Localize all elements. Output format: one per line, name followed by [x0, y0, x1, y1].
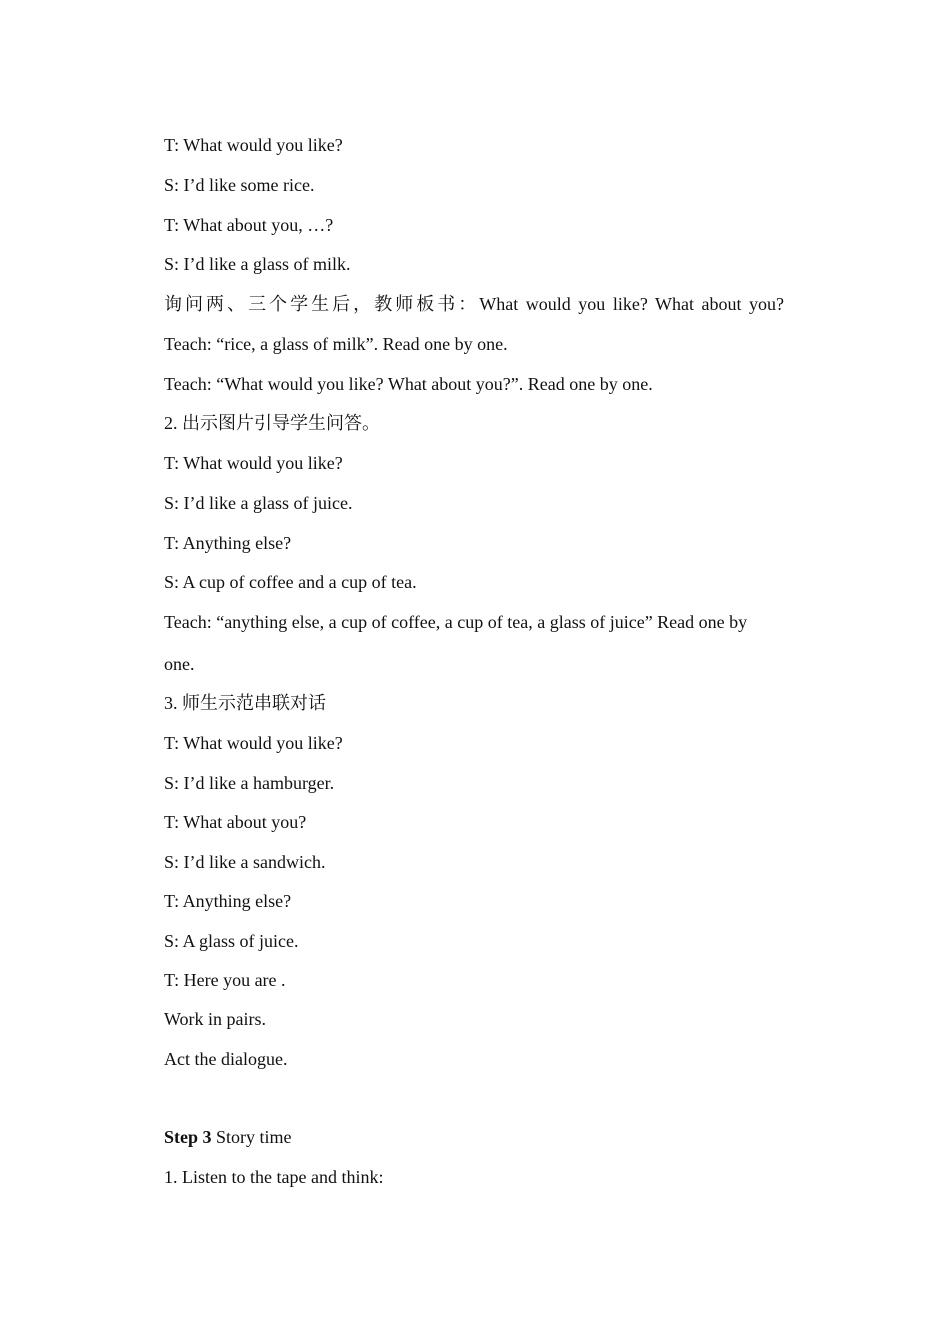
instruction-line: 询问两、三个学生后，教师板书：What would you like? What about you? — [164, 294, 784, 314]
dialogue-line: T: What about you? — [164, 812, 307, 832]
section-heading: 2. 出示图片引导学生问答。 — [164, 413, 380, 433]
instruction-line: Teach: “rice, a glass of milk”. Read one by one. — [164, 334, 508, 354]
dialogue-line: T: Anything else? — [164, 891, 292, 911]
step-title: Story time — [211, 1127, 292, 1147]
dialogue-line: T: What about you, …? — [164, 215, 334, 235]
dialogue-line: S: A glass of juice. — [164, 931, 299, 951]
dialogue-line: S: I’d like a glass of milk. — [164, 254, 351, 274]
dialogue-line: S: A cup of coffee and a cup of tea. — [164, 572, 417, 592]
dialogue-line: S: I’d like a glass of juice. — [164, 493, 353, 513]
dialogue-line: S: I’d like a hamburger. — [164, 773, 335, 793]
dialogue-line: S: I’d like some rice. — [164, 175, 315, 195]
step-label: Step 3 — [164, 1127, 212, 1147]
dialogue-line: T: Here you are . — [164, 970, 286, 990]
step-heading — [164, 1125, 292, 1149]
section-heading: 3. 师生示范串联对话 — [164, 693, 326, 713]
dialogue-line: S: I’d like a sandwich. — [164, 852, 326, 872]
instruction-line: Teach: “What would you like? What about you?”. Read one by one. — [164, 374, 653, 394]
dialogue-line: T: What would you like? — [164, 453, 343, 473]
instruction-line: Work in pairs. — [164, 1009, 267, 1029]
instruction-line: one. — [164, 654, 195, 674]
instruction-line: Act the dialogue. — [164, 1049, 288, 1069]
instruction-line: 1. Listen to the tape and think: — [164, 1167, 384, 1187]
instruction-line: Teach: “anything else, a cup of coffee, a cup of tea, a glass of juice” Read one by — [164, 612, 748, 632]
dialogue-line: T: What would you like? — [164, 135, 343, 155]
dialogue-line: T: What would you like? — [164, 733, 343, 753]
dialogue-line: T: Anything else? — [164, 533, 292, 553]
